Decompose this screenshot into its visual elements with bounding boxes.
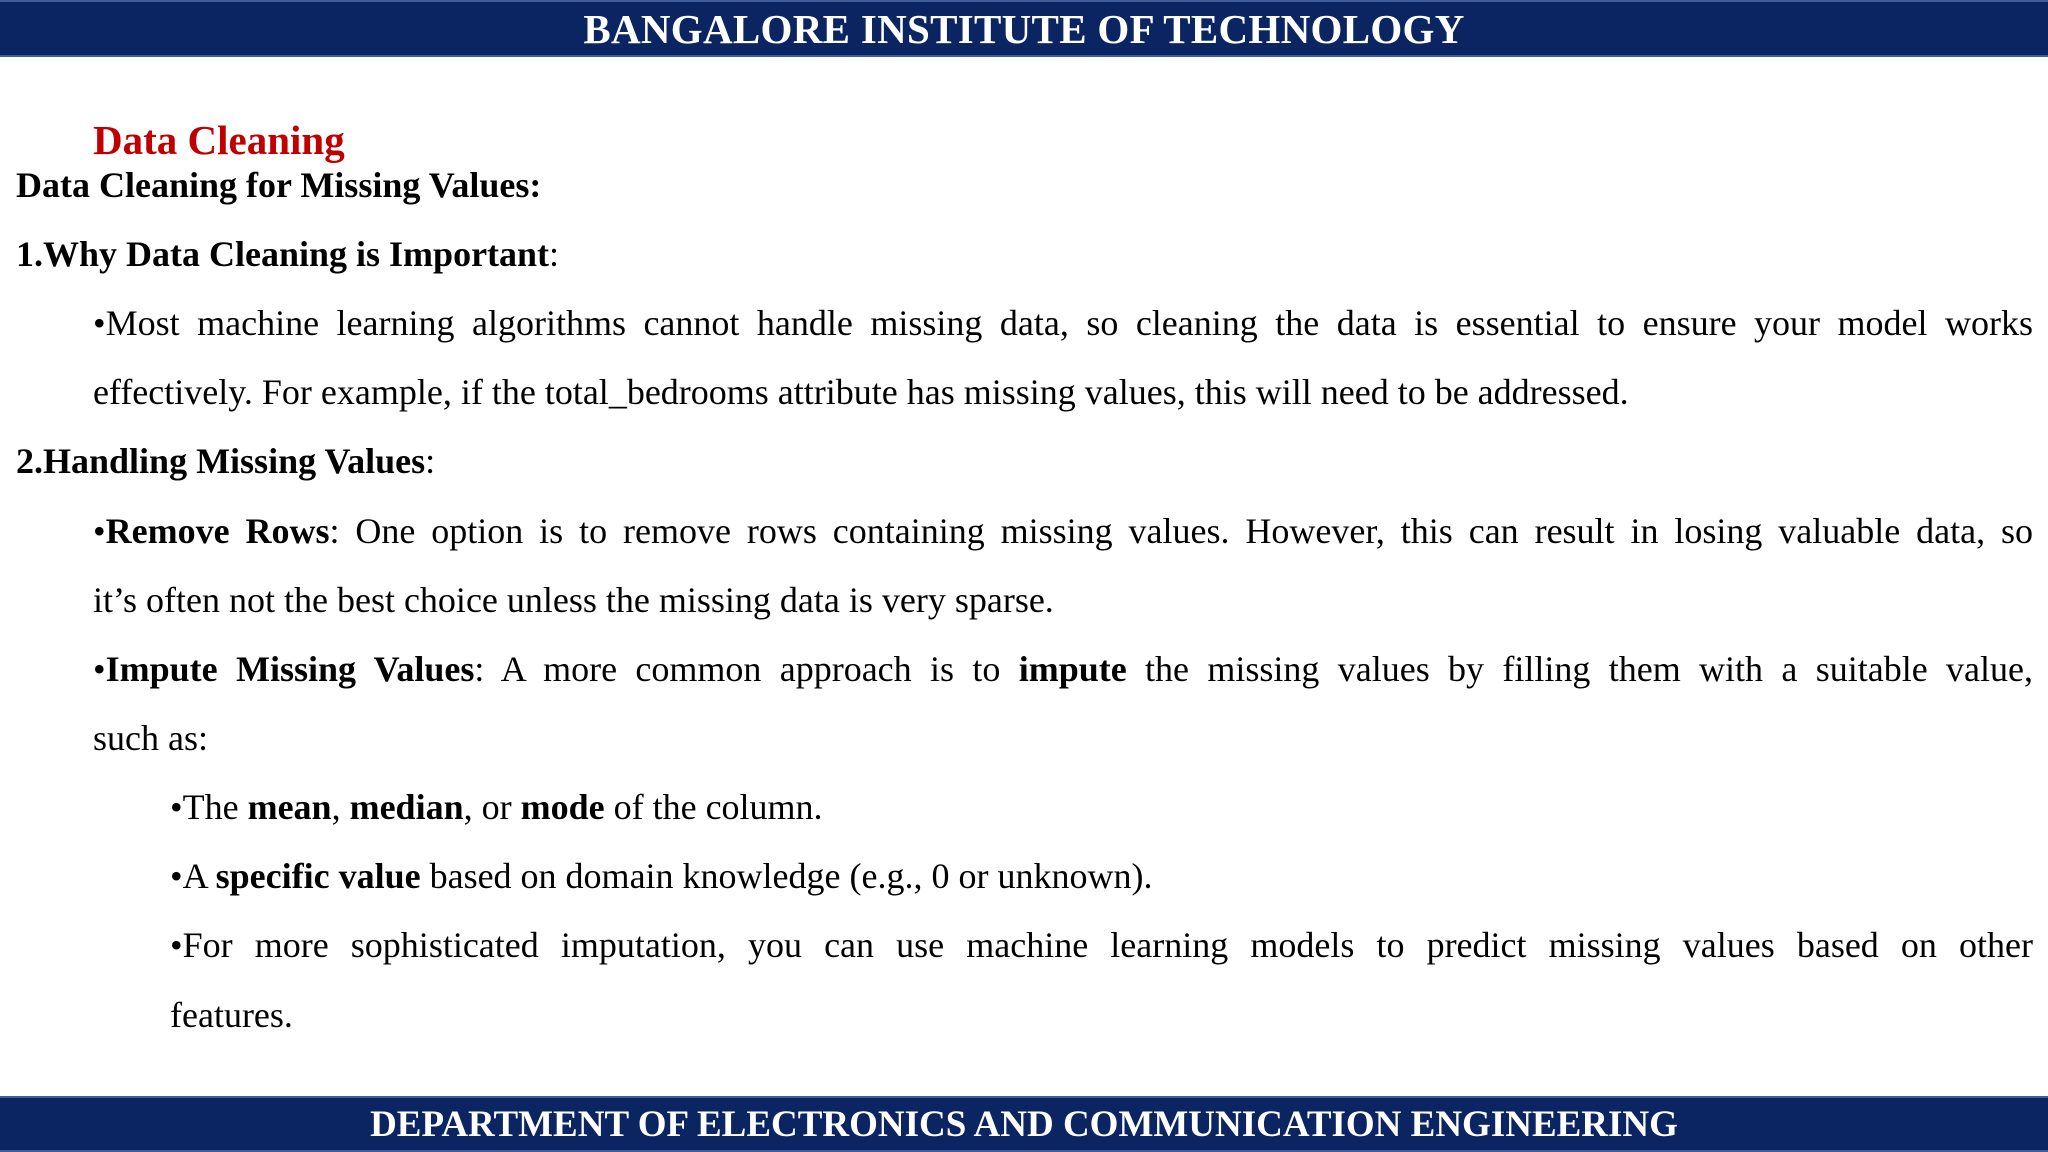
impute-keyword: impute <box>1018 649 1127 689</box>
mean-term: mean <box>247 787 332 827</box>
section1-heading-text: 1.Why Data Cleaning is Important <box>16 234 550 274</box>
specific-value-term: specific value <box>215 856 421 896</box>
mean-line-prefix: •The <box>170 787 248 827</box>
impute-text-a: : A more common approach is to <box>474 649 1019 689</box>
slide-title: Data Cleaning <box>93 117 345 163</box>
subtitle-text: Data Cleaning for Missing Values: <box>16 165 542 205</box>
section2-heading <box>16 437 435 485</box>
ml-imputation-line1: •For more sophisticated imputation, you can use machine learning models to predict missing values based on other <box>170 925 2033 965</box>
section1-heading <box>16 230 559 278</box>
median-term: median <box>349 787 464 827</box>
institute-header-banner <box>0 0 2048 57</box>
mean-sep1: , <box>331 787 350 827</box>
remove-rows-text: : One option is to remove rows containing missing values. However, this can result in losing valuable data, so <box>329 511 2033 551</box>
impute-bullet: • <box>93 649 106 689</box>
mean-line-suffix: of the column. <box>604 787 823 827</box>
department-footer-banner <box>0 1096 2048 1152</box>
impute-text-b: the missing values by filling them with a suitable value, <box>1126 649 2033 689</box>
mean-sep2: , or <box>463 787 521 827</box>
section1-bullet-line2: effectively. For example, if the total_bedrooms attribute has missing values, this will need to be addressed. <box>93 372 1629 412</box>
impute-label: Impute Missing Values <box>105 649 475 689</box>
impute-line1 <box>93 645 2033 693</box>
specific-prefix: •A <box>170 856 216 896</box>
specific-value-item <box>170 852 2033 900</box>
mean-median-mode-item <box>170 783 2033 831</box>
department-name: DEPARTMENT OF ELECTRONICS AND COMMUNICATION ENGINEERING <box>370 1104 1678 1145</box>
institute-name: BANGALORE INSTITUTE OF TECHNOLOGY <box>583 6 1465 52</box>
specific-suffix: based on domain knowledge (e.g., 0 or unknown). <box>420 856 1153 896</box>
impute-line2: such as: <box>93 718 208 758</box>
remove-rows-line2: it’s often not the best choice unless the missing data is very sparse. <box>93 580 1054 620</box>
section2-heading-colon: : <box>425 441 436 481</box>
remove-rows-label: Remove Rows <box>105 511 330 551</box>
section2-heading-text: 2.Handling Missing Values <box>16 441 426 481</box>
section1-heading-colon: : <box>549 234 560 274</box>
section1-bullet-line1: •Most machine learning algorithms cannot handle missing data, so cleaning the data is essential to ensure your model works <box>93 303 2033 343</box>
mode-term: mode <box>520 787 605 827</box>
remove-rows-bullet: • <box>93 511 106 551</box>
remove-rows-line1 <box>93 507 2033 555</box>
slide-subtitle <box>16 161 541 209</box>
ml-imputation-line2: features. <box>170 995 293 1035</box>
